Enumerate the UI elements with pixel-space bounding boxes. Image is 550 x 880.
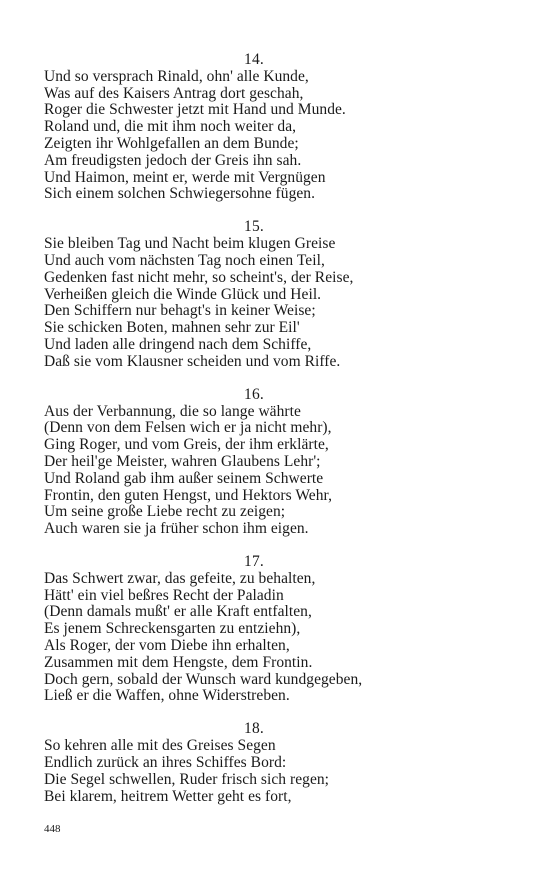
verse-line: Am freudigsten jedoch der Greis ihn sah. [44,151,302,169]
verse-line: Und so versprach Rinald, ohn' alle Kunde, [44,67,309,85]
verse-line: Zusammen mit dem Hengste, dem Frontin. [44,653,313,671]
verse-line: Und Haimon, meint er, werde mit Vergnügen [44,168,326,186]
verse-line: Auch waren sie ja früher schon ihm eigen. [44,520,309,538]
stanza-number: 14. [244,51,264,68]
verse-line: Roland und, die mit ihm noch weiter da, [44,118,297,136]
verse-line: Sich einem solchen Schwiegersohne fügen. [44,185,316,203]
verse-line: Und Roland gab ihm außer seinem Schwerte [44,469,324,487]
stanza-15 [44,219,464,370]
verse-line: So kehren alle mit des Greises Segen [44,737,276,755]
stanza-number: 16. [244,385,264,403]
stanza-14 [44,52,464,203]
stanza-16 [44,387,464,538]
verse-line: Es jenem Schreckensgarten zu entziehn), [44,620,301,638]
verse-line: Was auf des Kaisers Antrag dort geschah, [44,84,304,102]
stanza-number: 18. [244,720,264,738]
page-number: 448 [44,823,61,835]
verse-line: Als Roger, der vom Diebe ihn erhalten, [44,637,290,655]
verse-line: Verheißen gleich die Winde Glück und Heil. [44,285,322,303]
verse-line: Und auch vom nächsten Tag noch einen Teil, [44,251,325,269]
verse-line: (Denn damals mußt' er alle Kraft entfalten, [44,603,312,621]
verse-line: Den Schiffern nur behagt's in keiner Weise; [44,302,316,320]
verse-line: Ging Roger, und vom Greis, der ihm erklärte, [44,436,329,454]
verse-line: Doch gern, sobald der Wunsch ward kundgegeben, [44,670,363,688]
stanza-18 [44,721,464,805]
stanza-number: 15. [244,218,264,236]
verse-line: Das Schwert zwar, das gefeite, zu behalten, [44,569,316,587]
verse-line: Hätt' ein viel beßres Recht der Paladin [44,586,284,604]
verse-line: Ließ er die Waffen, ohne Widerstreben. [44,687,290,705]
verse-line: Daß sie vom Klausner scheiden und vom Riffe. [44,352,341,370]
poem-text [44,52,464,822]
verse-line: Sie schicken Boten, mahnen sehr zur Eil' [44,319,300,337]
verse-line: Frontin, den guten Hengst, und Hektors Wehr, [44,486,333,504]
verse-line: (Denn von dem Felsen wich er ja nicht mehr), [44,419,332,437]
verse-line: Bei klarem, heitrem Wetter geht es fort, [44,787,292,805]
verse-line: Um seine große Liebe recht zu zeigen; [44,503,286,521]
verse-line: Der heil'ge Meister, wahren Glaubens Lehr'; [44,452,321,470]
verse-line: Zeigten ihr Wohlgefallen an dem Bunde; [44,134,299,152]
verse-line: Aus der Verbannung, die so lange währte [44,402,301,420]
stanza-number: 17. [244,553,264,571]
verse-line: Roger die Schwester jetzt mit Hand und Munde. [44,101,346,119]
stanza-17 [44,554,464,705]
verse-line: Die Segel schwellen, Ruder frisch sich regen; [44,770,330,788]
verse-line: Gedenken fast nicht mehr, so scheint's, der Reise, [44,268,354,286]
verse-line: Und laden alle dringend nach dem Schiffe, [44,335,312,353]
verse-line: Endlich zurück an ihres Schiffes Bord: [44,754,287,772]
verse-line: Sie bleiben Tag und Nacht beim klugen Greise [44,235,336,253]
